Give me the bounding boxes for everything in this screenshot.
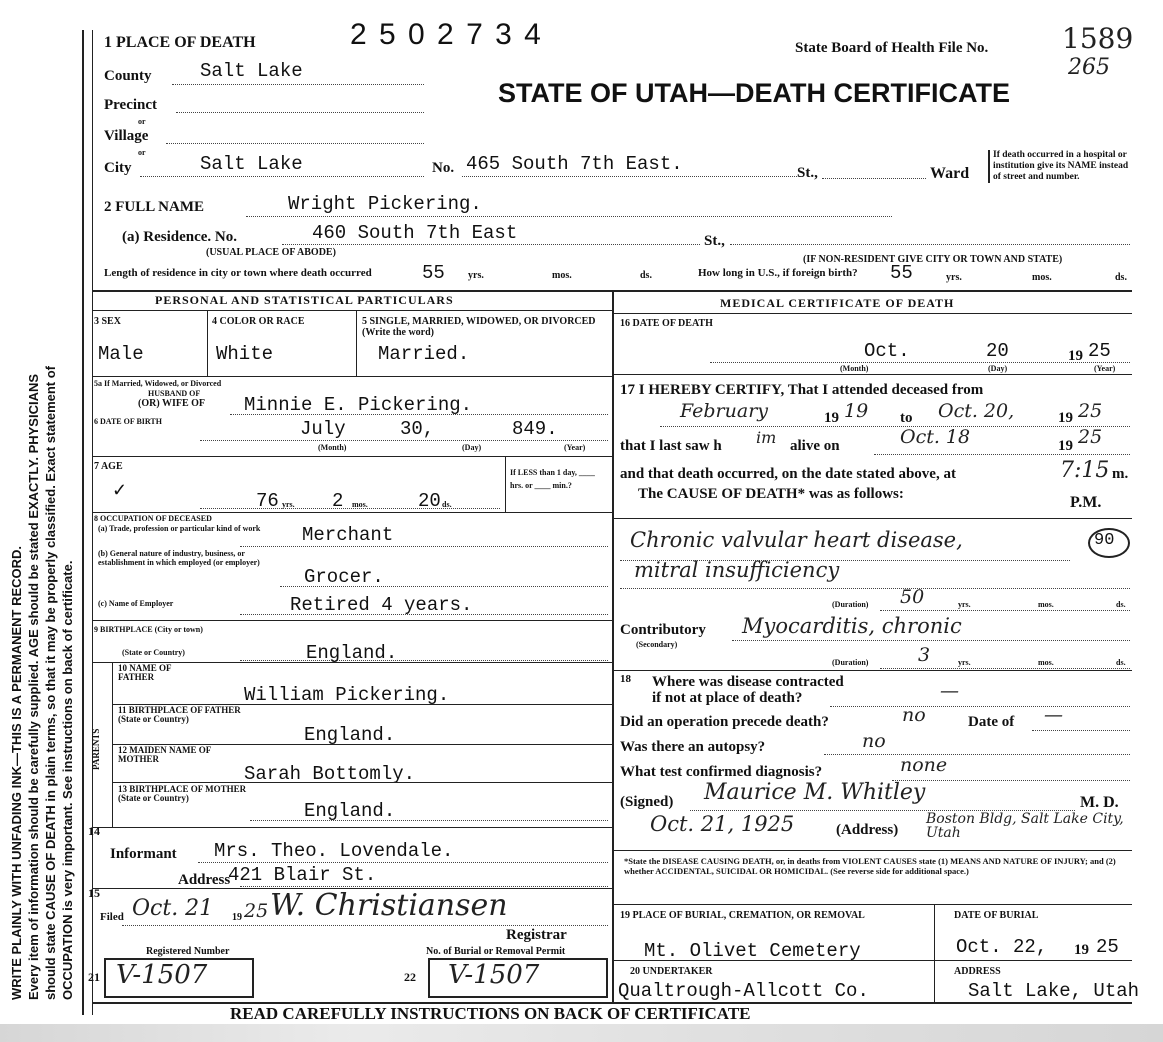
father-birthplace-label: 11 BIRTHPLACE OF FATHER (State or Country): [118, 705, 241, 724]
file-no-value: 1589: [1062, 22, 1134, 55]
row-rule-9: [92, 827, 612, 828]
operation-value: no: [902, 704, 926, 726]
physician-address-value: Boston Bldg, Salt Lake City, Utah: [926, 811, 1124, 841]
street-line: [462, 176, 797, 177]
burial-permit-value: V-1507: [448, 960, 540, 990]
n15: 15: [88, 886, 100, 900]
date-of-rule: [1032, 730, 1130, 731]
occupation-label: 8 OCCUPATION OF DECEASED: [94, 514, 212, 523]
from-year-prefix: 19: [824, 410, 839, 426]
date-of-death-label: 16 DATE OF DEATH: [620, 318, 713, 329]
left-border: [82, 30, 84, 1015]
duration-rule: [880, 610, 1130, 611]
ward-label: Ward: [930, 165, 970, 182]
file-no-extra: 265: [1068, 55, 1110, 80]
length-residence-label: Length of residence in city or town where death occurred: [104, 267, 372, 279]
duration2-yrs-unit: yrs.: [958, 658, 971, 667]
side-line-4: OCCUPATION is very important. See instructions on back of certificate.: [60, 560, 75, 1000]
residence-label: (a) Residence. No.: [122, 229, 237, 245]
dob-day-caption: (Day): [462, 443, 482, 452]
or-1: or: [138, 117, 146, 126]
last-saw-fill: im: [756, 428, 777, 447]
occ-c-label: (c) Name of Employer: [98, 599, 174, 608]
informant-label: Informant: [110, 846, 177, 862]
death-year: 25: [1088, 340, 1111, 362]
death-month-caption: (Month): [840, 364, 869, 373]
spouse-label-2: HUSBAND OF: [148, 389, 201, 398]
occ-c-line: [240, 614, 608, 615]
dob-month-caption: (Month): [318, 443, 347, 452]
cause-footnote: *State the DISEASE CAUSING DEATH, or, in deaths from VIOLENT CAUSES state (1) MEANS AND NATURE OF INJURY; and (2) whether ACCIDENTAL, SUICIDAL OR HOMICIDAL. (See reverse side for additional space.): [624, 856, 1116, 876]
nonresident-caption: (IF NON-RESIDENT GIVE CITY OR TOWN AND STATE): [803, 254, 1063, 265]
operation-label: Did an operation precede death?: [620, 714, 829, 730]
village-label: Village: [104, 128, 149, 144]
marital-value: Married.: [378, 343, 470, 365]
sex-label: 3 SEX: [94, 316, 121, 327]
sex-color-divider: [207, 310, 208, 376]
certificate-number: 2 5 0 2 7 3 4: [350, 18, 543, 51]
county-value: Salt Lake: [200, 60, 303, 82]
left-inner-border: [92, 30, 93, 1015]
us-mos-unit: mos.: [1032, 272, 1052, 283]
duration-label: (Duration): [832, 600, 869, 609]
undertaker-label: 20 UNDERTAKER: [630, 966, 713, 977]
us-length-label: How long in U.S., if foreign birth?: [698, 267, 858, 279]
cause-line-2: mitral insufficiency: [634, 558, 840, 582]
autopsy-value: no: [862, 730, 886, 752]
occ-a-line: [240, 546, 608, 547]
mother-label: 12 MAIDEN NAME OF MOTHER: [118, 745, 211, 764]
occ-a-value: Merchant: [302, 524, 394, 546]
medical-rule-4: [612, 850, 1132, 851]
city-line: [140, 176, 424, 177]
death-year-caption: (Year): [1094, 364, 1116, 373]
age-line: [200, 508, 500, 509]
date-of-label: Date of: [968, 714, 1015, 730]
city-value: Salt Lake: [200, 153, 303, 175]
attended-from-date: February: [680, 400, 769, 422]
file-no-label: State Board of Health File No.: [795, 40, 989, 56]
or-2: or: [138, 148, 146, 157]
side-line-3: should state CAUSE OF DEATH in plain terms, so that it may be properly classified. Exact statement of: [43, 365, 58, 1000]
medical-rule-3: [612, 670, 1132, 671]
age-ds: 20: [418, 490, 441, 512]
burial-place-label: 19 PLACE OF BURIAL, CREMATION, OR REMOVAL: [620, 910, 865, 921]
time-suffix: m.: [1112, 466, 1129, 482]
physician-address-label: (Address): [836, 822, 899, 838]
mother-birthplace-label: 13 BIRTHPLACE OF MOTHER (State or Country): [118, 784, 247, 803]
occ-a-label: (a) Trade, profession or particular kind of work: [98, 524, 261, 533]
burial-year-prefix: 19: [1074, 942, 1089, 958]
informant-address-value: 421 Blair St.: [228, 864, 377, 886]
death-day-caption: (Day): [988, 364, 1008, 373]
color-value: White: [216, 343, 274, 365]
duration2-label: (Duration): [832, 658, 869, 667]
residence-value: 460 South 7th East: [312, 222, 518, 244]
signed-label: (Signed): [620, 794, 674, 810]
duration-value: 50: [900, 586, 925, 608]
registered-number-label: Registered Number: [146, 946, 230, 957]
contributory-value: Myocarditis, chronic: [742, 614, 962, 638]
q18-number: 18: [620, 673, 631, 685]
burial-date: Oct. 22,: [956, 936, 1048, 958]
informant-line: [198, 862, 608, 863]
full-name-value: Wright Pickering.: [288, 193, 482, 215]
death-year-prefix: 19: [1068, 348, 1083, 364]
burial-year: 25: [1096, 936, 1119, 958]
street-st-label: St.,: [797, 165, 818, 181]
occurred-label: and that death occurred, on the date stated above, at: [620, 466, 956, 482]
row-rule-3: [92, 512, 612, 513]
color-label: 4 COLOR OR RACE: [212, 316, 305, 327]
occ-b-value: Grocer.: [304, 566, 384, 588]
birthplace-sub: (State or Country): [122, 648, 185, 657]
residence-city-line: [730, 244, 1130, 245]
row-rule-2: [92, 456, 612, 457]
medical-section-title: MEDICAL CERTIFICATE OF DEATH: [720, 296, 955, 310]
age-mos: 2: [332, 490, 344, 512]
n14: 14: [88, 824, 100, 838]
length-yrs-unit: yrs.: [468, 270, 484, 281]
medical-title-rule: [612, 313, 1132, 314]
village-line: [166, 143, 424, 144]
street-no-value: 465 South 7th East.: [466, 153, 683, 175]
father-label: 10 NAME OF FATHER: [118, 663, 172, 682]
test-label: What test confirmed diagnosis?: [620, 764, 823, 780]
birthplace-value: England.: [306, 642, 398, 664]
row-rule-8: [112, 782, 612, 783]
undertaker-value: Qualtrough-Allcott Co.: [618, 980, 869, 1002]
residence-line: [282, 244, 700, 245]
age-less-divider: [505, 456, 506, 512]
contributory-label: Contributory: [620, 622, 706, 638]
last-saw-year: 25: [1078, 426, 1103, 448]
length-ds-unit: ds.: [640, 270, 652, 281]
secondary-label: (Secondary): [636, 640, 678, 649]
informant-value: Mrs. Theo. Lovendale.: [214, 840, 454, 862]
side-line-1: WRITE PLAINLY WITH UNFADING INK—THIS IS A PERMANENT RECORD.: [9, 545, 24, 1000]
duration2-value: 3: [918, 644, 931, 666]
center-divider: [612, 290, 614, 1002]
dob-month: July: [300, 418, 346, 440]
dob-year: 849.: [512, 418, 558, 440]
duration2-rule: [880, 668, 1130, 669]
spouse-label-1: 5a If Married, Widowed, or Divorced: [94, 379, 222, 388]
md-label: M. D.: [1080, 794, 1119, 811]
father-birthplace-value: England.: [304, 724, 396, 746]
last-saw-date: Oct. 18: [900, 426, 971, 448]
parents-label: PARENTS: [91, 728, 101, 770]
registered-number-value: V-1507: [116, 960, 208, 990]
usual-place-caption: (USUAL PLACE OF ABODE): [206, 247, 336, 258]
birthplace-label: 9 BIRTHPLACE (City or town): [94, 625, 203, 634]
where-contracted-sub: if not at place of death?: [652, 690, 803, 706]
mother-birthplace-value: England.: [304, 800, 396, 822]
burial-place-value: Mt. Olivet Cemetery: [644, 940, 861, 962]
mother-value: Sarah Bottomly.: [244, 763, 416, 785]
autopsy-rule: [824, 754, 1130, 755]
occ-b-label: (b) General nature of industry, business, or establishment in which employed (or employer): [98, 549, 260, 567]
duration-mos-unit: mos.: [1038, 600, 1054, 609]
age-yrs: 76: [256, 490, 279, 512]
to-year-prefix: 19: [1058, 410, 1073, 426]
registrar-label: Registrar: [506, 927, 567, 943]
occ-c-value: Retired 4 years.: [290, 594, 473, 616]
certify-label: 17 I HEREBY CERTIFY, That I attended deceased from: [620, 382, 984, 398]
last-saw-line: [874, 454, 1130, 455]
length-mos-unit: mos.: [552, 270, 572, 281]
us-length-yrs: 55: [890, 262, 913, 284]
registrar-signature: W. Christiansen: [270, 888, 508, 923]
filed-year: 25: [244, 900, 269, 922]
contributory-rule: [732, 640, 1130, 641]
row-rule-4: [92, 620, 612, 621]
duration-yrs-unit: yrs.: [958, 600, 971, 609]
ward-note: If death occurred in a hospital or institution give its NAME instead of street and number.: [988, 150, 1138, 183]
informant-address-line: [240, 886, 608, 887]
residence-st-label: St.,: [704, 233, 725, 249]
sex-value: Male: [98, 343, 144, 365]
time-of-death: 7:15: [1060, 458, 1110, 483]
where-contracted-value: —: [940, 680, 959, 702]
certificate-title: STATE OF UTAH—DEATH CERTIFICATE: [498, 78, 1010, 108]
attended-to-date: Oct. 20,: [938, 400, 1015, 422]
county-label: County: [104, 68, 152, 84]
birthplace-line: [240, 660, 608, 661]
undertaker-address-value: Salt Lake, Utah: [968, 980, 1140, 1002]
duration2-ds-unit: ds.: [1116, 658, 1126, 667]
side-instructions: [8, 366, 76, 1000]
attended-from-year: 19: [844, 400, 869, 422]
length-residence-yrs: 55: [422, 262, 445, 284]
dob-line: [200, 440, 608, 441]
death-date-line: [710, 362, 1130, 363]
last-saw-year-prefix: 19: [1058, 438, 1073, 454]
dob-year-caption: (Year): [564, 443, 586, 452]
county-line: [172, 84, 424, 85]
cause-line-2-rule: [620, 588, 1130, 589]
alive-on-label: alive on: [790, 438, 840, 454]
scan-edge: [0, 1024, 1163, 1042]
pm-label: P.M.: [1070, 494, 1102, 511]
test-value: none: [900, 754, 948, 776]
less-than-label: If LESS than 1 day, ____ hrs. or ____ min.?: [510, 468, 595, 490]
age-label: 7 AGE: [94, 461, 123, 472]
side-line-2: Every item of information should be carefully supplied. AGE should be stated EXACTLY. PHYSICIANS: [26, 373, 41, 1000]
cause-code: 90: [1094, 531, 1115, 550]
last-saw-label: that I last saw h: [620, 438, 722, 454]
date-of-value: —: [1044, 704, 1063, 726]
filed-year-prefix: 19: [232, 912, 242, 923]
burial-date-label: DATE OF BURIAL: [954, 910, 1039, 921]
cause-line-1: Chronic valvular heart disease,: [630, 528, 963, 552]
attended-line: [660, 426, 1130, 427]
footer-instructions: READ CAREFULLY INSTRUCTIONS ON BACK OF CERTIFICATE: [230, 1004, 751, 1023]
where-contracted-label: Where was disease contracted: [652, 674, 844, 690]
filed-line: [122, 925, 608, 926]
marital-label: 5 SINGLE, MARRIED, WIDOWED, OR DIVORCED (Write the word): [362, 316, 596, 338]
informant-address-label: Address: [178, 872, 231, 888]
place-of-death-label: 1 PLACE OF DEATH: [104, 34, 256, 51]
to-label: to: [900, 410, 913, 426]
where-rule: [830, 706, 1130, 707]
n22: 22: [404, 970, 416, 984]
medical-rule-5: [612, 904, 1132, 905]
mother-birthplace-line: [250, 820, 608, 821]
duration-ds-unit: ds.: [1116, 600, 1126, 609]
spouse-value: Minnie E. Pickering.: [244, 394, 473, 416]
filed-label: Filed: [100, 911, 124, 923]
precinct-label: Precinct: [104, 97, 158, 113]
spouse-line: [230, 414, 608, 415]
age-yrs-unit: yrs.: [282, 500, 295, 509]
medical-rule-1: [612, 374, 1132, 375]
personal-section-title: PERSONAL AND STATISTICAL PARTICULARS: [155, 293, 454, 307]
color-marital-divider: [356, 310, 357, 376]
filed-value: Oct. 21: [132, 896, 214, 921]
full-name-label: 2 FULL NAME: [104, 199, 205, 215]
physician-signature: Maurice M. Whitley: [704, 780, 926, 805]
dob-label: 6 DATE OF BIRTH: [94, 417, 162, 426]
spouse-label-3: (OR) WIFE OF: [138, 398, 206, 409]
us-yrs-unit: yrs.: [946, 272, 962, 283]
burial-permit-label: No. of Burial or Removal Permit: [426, 946, 566, 957]
city-label: City: [104, 160, 132, 176]
row-rule-1: [92, 376, 612, 377]
age-ds-unit: ds.: [442, 500, 452, 509]
undertaker-address-label: ADDRESS: [954, 966, 1001, 977]
age-check: ✓: [112, 480, 128, 500]
medical-rule-6: [612, 960, 1132, 961]
street-no-label: No.: [432, 160, 455, 176]
us-ds-unit: ds.: [1115, 272, 1127, 283]
father-value: William Pickering.: [244, 684, 450, 706]
burial-divider: [934, 904, 935, 1002]
age-mos-unit: mos.: [352, 500, 368, 509]
st-ward-line: [822, 178, 926, 179]
duration2-mos-unit: mos.: [1038, 658, 1054, 667]
attended-to-year: 25: [1078, 400, 1103, 422]
death-month: Oct.: [864, 340, 910, 362]
full-name-line: [246, 216, 892, 217]
medical-rule-2: [612, 518, 1132, 519]
death-day: 20: [986, 340, 1009, 362]
occ-b-line: [280, 586, 608, 587]
test-rule: [892, 780, 1130, 781]
cause-label: The CAUSE OF DEATH* was as follows:: [638, 486, 904, 502]
signed-date: Oct. 21, 1925: [650, 812, 795, 836]
personal-title-rule: [92, 310, 612, 311]
n21: 21: [88, 970, 100, 984]
precinct-line: [176, 112, 424, 113]
dob-day: 30,: [400, 418, 435, 440]
autopsy-label: Was there an autopsy?: [620, 739, 766, 755]
